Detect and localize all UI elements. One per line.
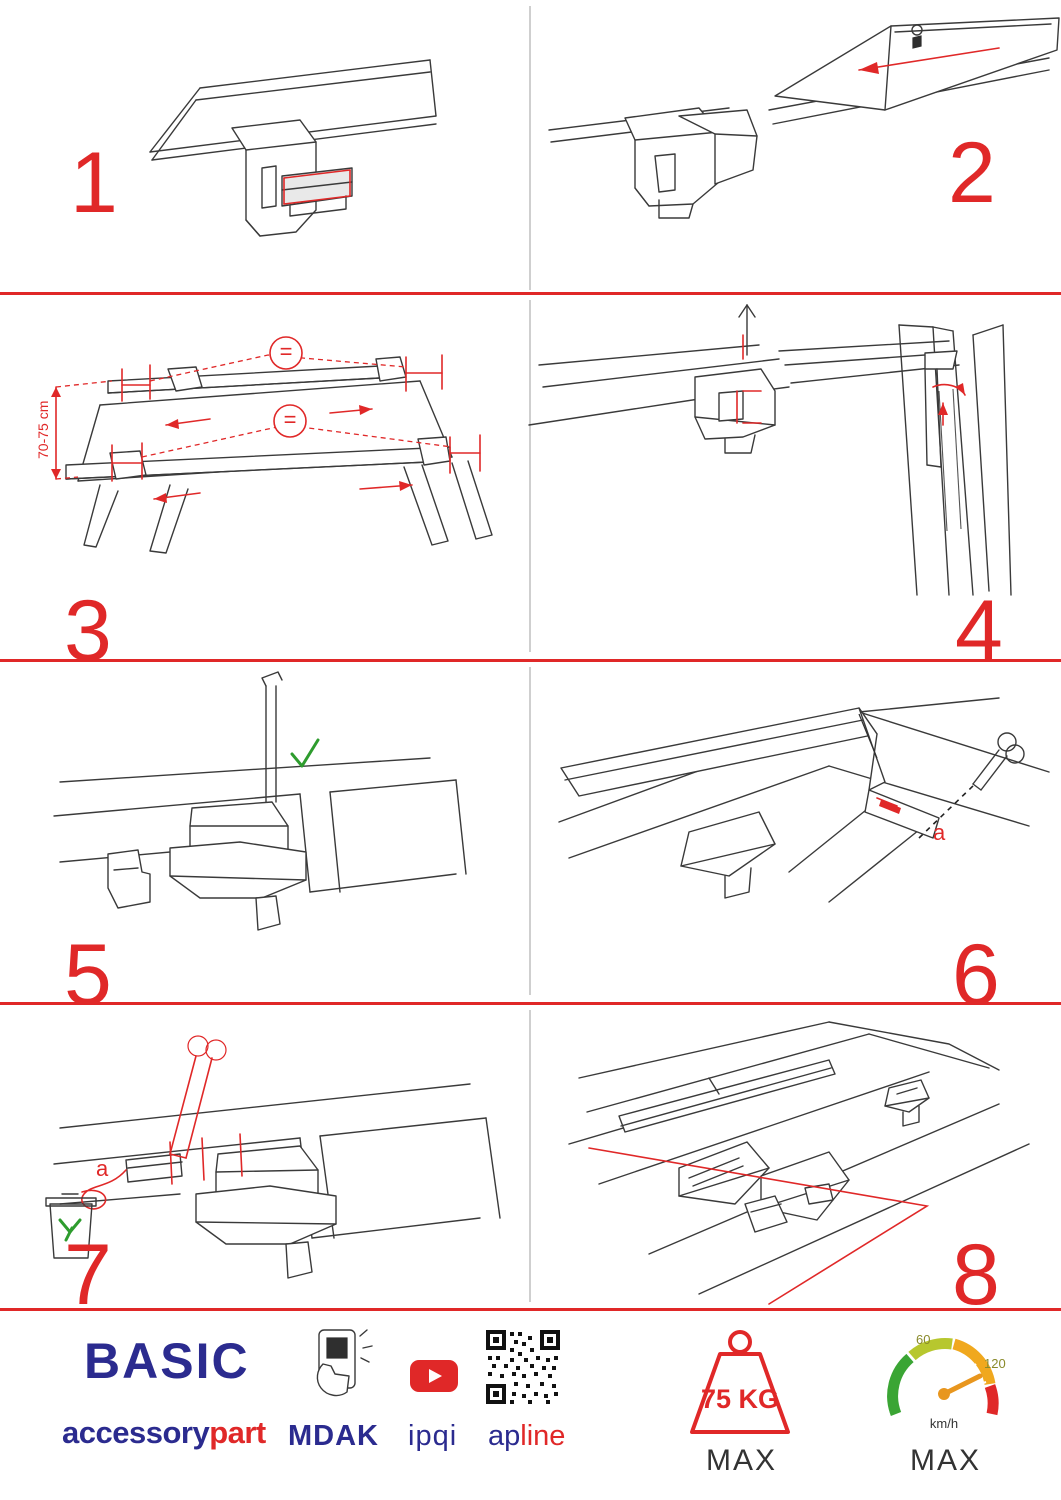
- qr-code-icon: [484, 1328, 562, 1406]
- speed-tick-60: 60: [916, 1332, 931, 1347]
- step-number-5: 5: [64, 927, 112, 1023]
- speed-tick-120: 120: [984, 1356, 1006, 1371]
- brand-apline: [488, 1420, 565, 1453]
- step-number-3: 3: [64, 583, 112, 679]
- step-number-4: 4: [955, 583, 1003, 679]
- step-number-2: 2: [948, 125, 996, 221]
- equal-mark-2: =: [283, 407, 297, 432]
- brand-ipqi: ipqi: [408, 1420, 458, 1452]
- step-number-1: 1: [70, 135, 118, 231]
- brand-accessory-text: accessory: [62, 1415, 210, 1450]
- equal-mark-1: =: [279, 339, 293, 364]
- load-limit-value: 75 KG: [700, 1384, 780, 1414]
- step-number-8: 8: [952, 1227, 1000, 1323]
- brand-mdak: MDAK: [288, 1420, 379, 1452]
- step-number-7: 7: [64, 1227, 112, 1323]
- divider-row4: [0, 1308, 1061, 1311]
- youtube-icon[interactable]: [408, 1356, 460, 1396]
- scissors-icon-2: [170, 1036, 226, 1158]
- callout-a-step7: a: [96, 1156, 109, 1181]
- phone-scan-icon: [305, 1326, 385, 1406]
- dimension-label: 70-75 cm: [35, 400, 51, 459]
- product-line-label: BASIC: [84, 1333, 250, 1389]
- load-limit-icon: [676, 1328, 804, 1438]
- brand-line-text: line: [520, 1420, 566, 1452]
- divider-row3: [0, 1002, 1061, 1005]
- speed-limit-caption: MAX: [910, 1444, 982, 1477]
- speed-unit-label: km/h: [929, 1416, 959, 1431]
- load-limit-caption: MAX: [706, 1444, 778, 1477]
- step-number-6: 6: [952, 927, 1000, 1023]
- callout-a-step6: a: [933, 820, 946, 845]
- brand-accessorypart: [62, 1415, 266, 1451]
- brand-ap-text: ap: [488, 1420, 521, 1452]
- speed-limit-icon: [880, 1328, 1010, 1440]
- brand-part-text: part: [209, 1415, 266, 1450]
